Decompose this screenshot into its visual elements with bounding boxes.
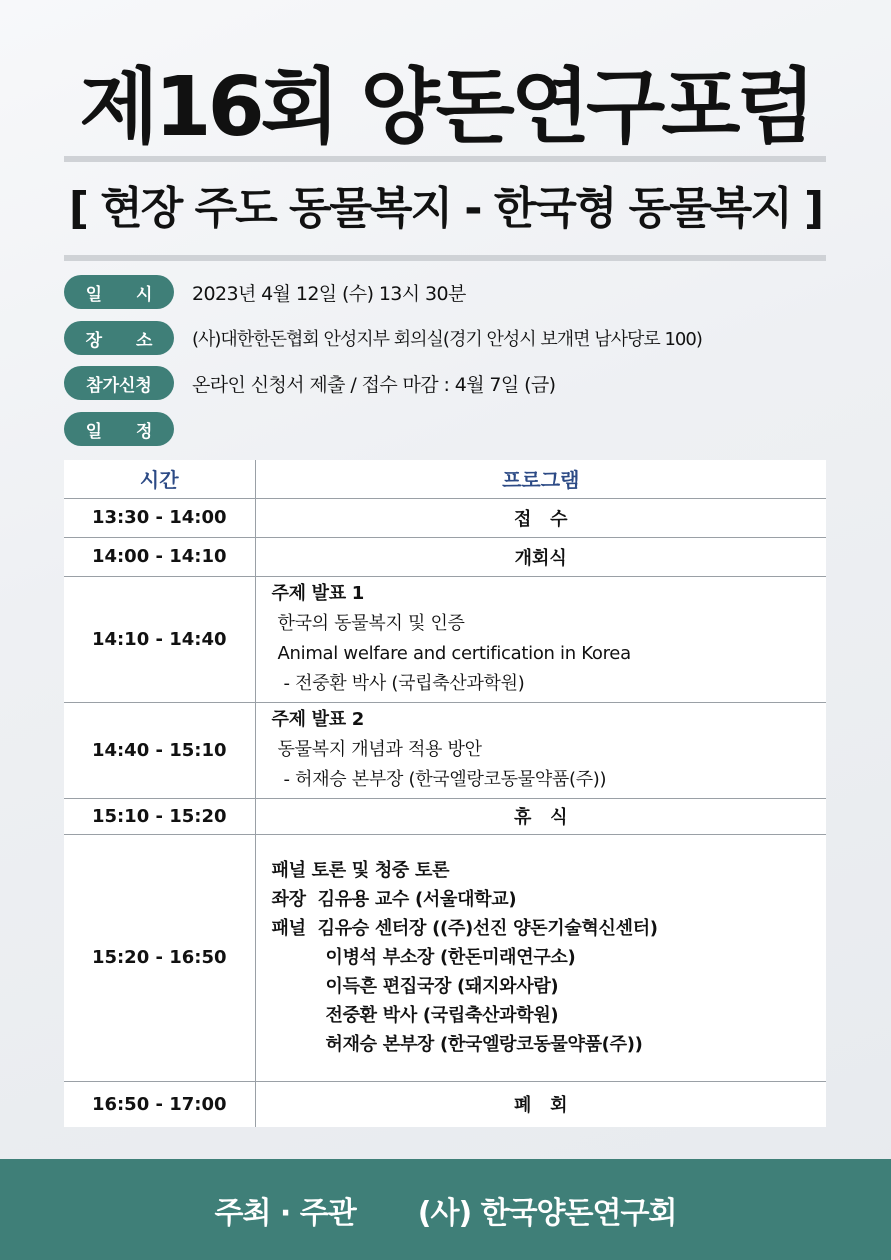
program-line: 주제 발표 2: [271, 709, 365, 730]
row-time: 15:10 - 15:20: [64, 798, 255, 834]
program-line: 동물복지 개념과 적용 방안: [277, 739, 482, 760]
host-label: 주최 · 주관: [214, 1195, 356, 1231]
row-program: [255, 498, 826, 537]
table-row: [64, 498, 826, 537]
program-line: 폐 회: [513, 1095, 568, 1117]
row-time: 15:20 - 16:50: [64, 834, 255, 1081]
row-program: [255, 702, 826, 798]
time-column-header: 시간: [64, 460, 255, 498]
info-date-row: [64, 275, 466, 309]
row-time: 14:10 - 14:40: [64, 576, 255, 702]
info-schedule-row: [64, 412, 174, 446]
row-program: [255, 576, 826, 702]
program-line: - 전중환 박사 (국립축산과학원): [283, 673, 525, 694]
apply-value: 온라인 신청서 제출 / 접수 마감 : 4월 7일 (금): [192, 373, 556, 396]
schedule-header-row: [64, 460, 826, 498]
program-line: 이득흔 편집국장 (돼지와사람): [325, 976, 559, 997]
schedule-label-badge: 일 정: [64, 412, 174, 446]
title-divider: [64, 156, 826, 162]
program-line: 개회식: [514, 547, 567, 569]
program-line: 접 수: [513, 508, 568, 530]
program-line: 한국의 동물복지 및 인증: [277, 613, 465, 634]
program-column-header: 프로그램: [255, 460, 826, 498]
row-program: [255, 537, 826, 576]
table-row: [64, 798, 826, 834]
row-program: [255, 834, 826, 1081]
program-line: 전중환 박사 (국립축산과학원): [325, 1005, 559, 1026]
host-name: (사) 한국양돈연구회: [417, 1195, 677, 1231]
date-label-badge: 일 시: [64, 275, 174, 309]
program-line: 좌장 김유용 교수 (서울대학교): [271, 889, 517, 910]
row-time: 14:00 - 14:10: [64, 537, 255, 576]
program-line: 허재승 본부장 (한국엘랑코동물약품(주)): [325, 1034, 643, 1055]
program-line: 패널 토론 및 청중 토론: [271, 860, 450, 881]
place-value: (사)대한한돈협회 안성지부 회의실(경기 안성시 보개면 남사당로 100): [192, 329, 702, 350]
info-apply-row: [64, 366, 555, 400]
table-row: [64, 834, 826, 1081]
row-time: 14:40 - 15:10: [64, 702, 255, 798]
row-time: 13:30 - 14:00: [64, 498, 255, 537]
program-line: Animal welfare and certification in Korea: [277, 643, 631, 664]
subtitle-divider: [64, 255, 826, 261]
row-program: [255, 1081, 826, 1127]
program-line: 이병석 부소장 (한돈미래연구소): [325, 947, 576, 968]
apply-label-badge: 참가신청: [64, 366, 174, 400]
row-program: [255, 798, 826, 834]
info-place-row: [64, 321, 702, 355]
program-line: 휴 식: [513, 807, 568, 828]
footer-banner: [0, 1159, 891, 1260]
date-value: 2023년 4월 12일 (수) 13시 30분: [192, 282, 466, 305]
schedule-table: [64, 460, 826, 1127]
place-label-badge: 장 소: [64, 321, 174, 355]
program-line: - 허재승 본부장 (한국엘랑코동물약품(주)): [283, 769, 607, 790]
page-subtitle: [ 현장 주도 동물복지 - 한국형 동물복지 ]: [68, 183, 823, 234]
table-row: [64, 576, 826, 702]
table-row: [64, 702, 826, 798]
page-title: 제16회 양돈연구포럼: [79, 60, 812, 155]
table-row: [64, 537, 826, 576]
program-line: 주제 발표 1: [271, 583, 365, 604]
row-time: 16:50 - 17:00: [64, 1081, 255, 1127]
program-line: 패널 김유승 센터장 ((주)선진 양돈기술혁신센터): [271, 918, 658, 939]
table-row: [64, 1081, 826, 1127]
